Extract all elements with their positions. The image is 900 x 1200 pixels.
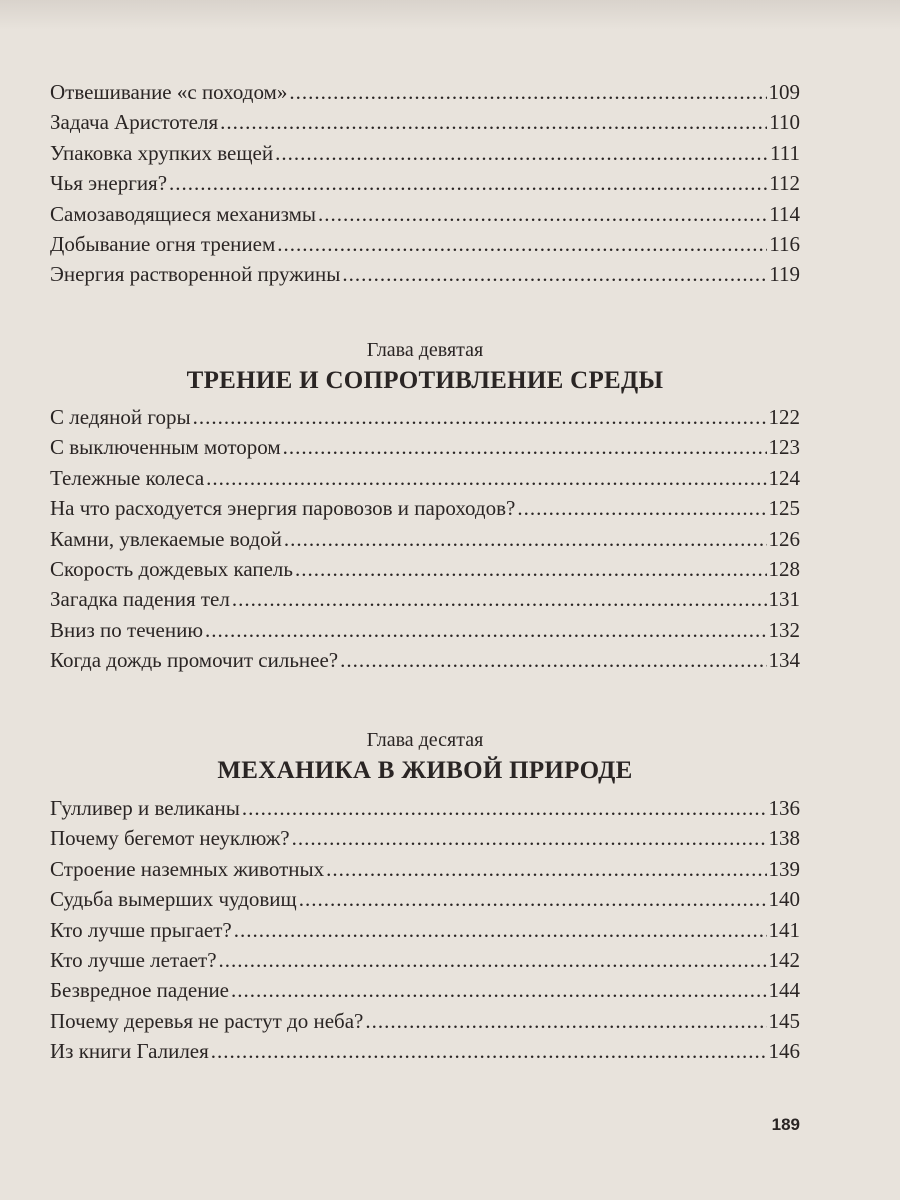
dot-leader (289, 77, 766, 107)
entry-page: 124 (768, 465, 800, 490)
entry-page: 144 (768, 978, 800, 1003)
entry-page: 119 (769, 262, 800, 287)
dot-leader (232, 584, 767, 614)
toc-entry (50, 199, 800, 229)
dot-leader (517, 493, 766, 523)
chapter-10-heading (50, 726, 800, 788)
dot-leader (318, 199, 767, 229)
toc-list-chapter-8-tail (50, 77, 800, 290)
dot-leader (193, 402, 767, 432)
toc-entry (50, 432, 800, 462)
toc-entry (50, 945, 800, 975)
dot-leader (292, 823, 767, 853)
toc-entry (50, 402, 800, 432)
dot-leader (277, 229, 767, 259)
entry-page: 140 (768, 887, 800, 912)
entry-page: 123 (768, 435, 800, 460)
dot-leader (340, 645, 766, 675)
entry-page: 116 (769, 231, 800, 256)
entry-page: 125 (768, 496, 800, 521)
entry-page: 109 (768, 80, 800, 104)
page-number: 189 (771, 1115, 800, 1134)
dot-leader (326, 854, 766, 884)
entry-page: 128 (768, 556, 800, 581)
entry-title: Строение наземных животных (50, 856, 325, 881)
entry-page: 134 (768, 648, 800, 673)
dot-leader (295, 554, 767, 584)
entry-title: Упаковка хрупких вещей (50, 140, 274, 165)
entry-page: 145 (768, 1008, 800, 1033)
dot-leader (284, 524, 767, 554)
dot-leader (211, 1036, 767, 1066)
toc-entry (50, 168, 800, 198)
entry-title: Кто лучше прыгает? (50, 917, 232, 942)
toc-entry (50, 915, 800, 945)
toc-entry (50, 524, 800, 554)
entry-page: 110 (769, 110, 800, 135)
entry-title: Задача Аристотеля (50, 110, 219, 135)
entry-title: Вниз по течению (50, 617, 204, 642)
toc-entry (50, 975, 800, 1005)
toc-entry (50, 229, 800, 259)
toc-entry (50, 854, 800, 884)
toc-entry (50, 138, 800, 168)
dot-leader (205, 615, 766, 645)
toc-entry (50, 493, 800, 523)
entry-title: Кто лучше летает? (50, 947, 217, 972)
dot-leader (365, 1006, 766, 1036)
entry-title: Отвешивание «с походом» (50, 80, 288, 104)
entry-title: Скорость дождевых капель (50, 556, 293, 581)
entry-title: Когда дождь промочит сильнее? (50, 648, 339, 673)
dot-leader (234, 915, 767, 945)
dot-leader (275, 138, 768, 168)
toc-entry (50, 884, 800, 914)
entry-page: 142 (768, 947, 800, 972)
dot-leader (242, 793, 767, 823)
toc-entry (50, 463, 800, 493)
dot-leader (169, 168, 767, 198)
entry-page: 146 (768, 1039, 800, 1064)
entry-title: Почему бегемот неуклюж? (50, 826, 290, 851)
toc-entry (50, 77, 800, 107)
dot-leader (299, 884, 767, 914)
entry-title: Тележные колеса (50, 465, 205, 490)
entry-title: Добывание огня трением (50, 231, 276, 256)
entry-title: Самозаводящиеся механизмы (50, 201, 316, 226)
entry-title: Безвредное падение (50, 978, 230, 1003)
entry-title: Из книги Галилея (50, 1039, 209, 1064)
entry-title: С ледяной горы (50, 405, 191, 429)
toc-list-chapter-10 (50, 793, 800, 1067)
entry-page: 112 (769, 171, 800, 196)
entry-page: 132 (768, 617, 800, 642)
entry-title: Камни, увлекаемые водой (50, 526, 282, 551)
entry-page: 136 (768, 796, 800, 820)
toc-entry (50, 584, 800, 614)
toc-entry (50, 823, 800, 853)
toc-entry (50, 259, 800, 289)
dot-leader (342, 259, 767, 289)
entry-page: 126 (768, 526, 800, 551)
toc-entry (50, 107, 800, 137)
toc-entry (50, 793, 800, 823)
chapter-title: МЕХАНИКА В ЖИВОЙ ПРИРОДЕ (217, 757, 633, 784)
page-top-shadow (0, 0, 900, 30)
chapter-title: ТРЕНИЕ И СОПРОТИВЛЕНИЕ СРЕДЫ (186, 367, 664, 394)
entry-page: 114 (769, 201, 800, 226)
entry-title: С выключенным мотором (50, 435, 281, 460)
toc-list-chapter-9 (50, 402, 800, 676)
entry-title: Загадка падения тел (50, 587, 230, 612)
chapter-label: Глава десятая (366, 729, 484, 751)
toc-entry (50, 554, 800, 584)
entry-page: 131 (768, 587, 800, 612)
chapter-9-heading (50, 336, 800, 398)
dot-leader (206, 463, 766, 493)
entry-title: Энергия растворенной пружины (50, 262, 341, 287)
dot-leader (220, 107, 767, 137)
dot-leader (219, 945, 767, 975)
dot-leader (283, 432, 767, 462)
dot-leader (231, 975, 766, 1005)
entry-page: 141 (768, 917, 800, 942)
entry-page: 139 (768, 856, 800, 881)
entry-title: Судьба вымерших чудовищ (50, 887, 297, 912)
toc-entry (50, 645, 800, 675)
entry-title: Гулливер и великаны (50, 796, 240, 820)
toc-entry (50, 1006, 800, 1036)
entry-title: На что расходуется энергия паровозов и пароходов? (50, 496, 516, 521)
toc-entry (50, 1036, 800, 1066)
entry-title: Чья энергия? (50, 171, 168, 196)
entry-page: 111 (770, 140, 800, 165)
entry-page: 122 (768, 405, 800, 429)
entry-title: Почему деревья не растут до неба? (50, 1008, 364, 1033)
entry-page: 138 (768, 826, 800, 851)
chapter-label: Глава девятая (366, 339, 484, 361)
toc-entry (50, 615, 800, 645)
